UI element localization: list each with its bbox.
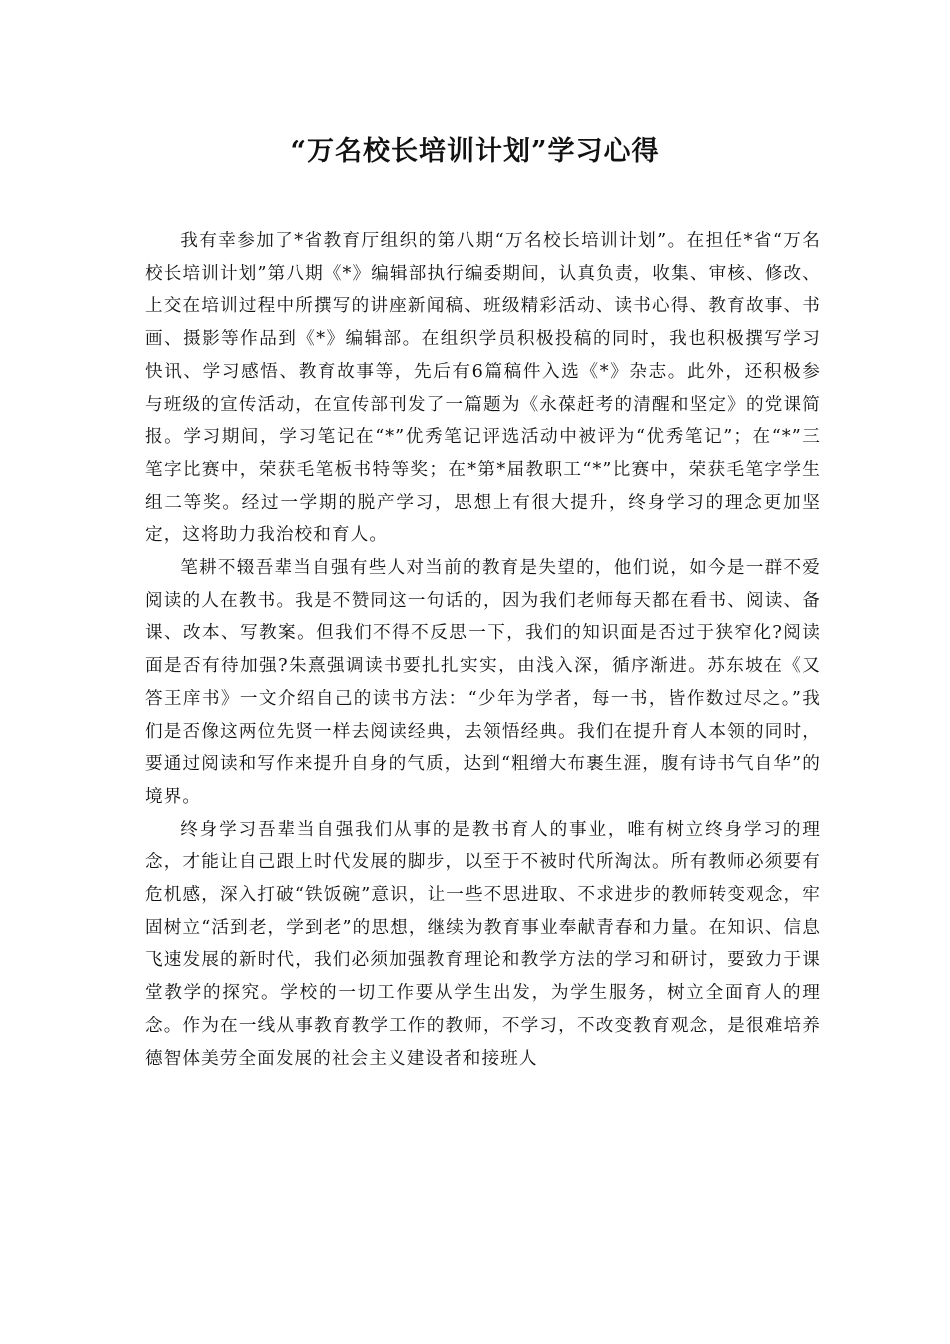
paragraph-2: 笔耕不辍吾辈当自强有些人对当前的教育是失望的，他们说，如今是一群不爱阅读的人在教书。我是不赞同这一句话的，因为我们老师每天都在看书、阅读、备课、改本、写教案。但我们不得不反思一下，我们的知识面是否过于狭窄化?阅读面是否有待加强?朱熹强调读书要扎扎实实，由浅入深，循序渐进。苏东坡在《又答王庠书》一文介绍自己的读书方法：“少年为学者，每一书，皆作数过尽之。”我们是否像这两位先贤一样去阅读经典，去领悟经典。我们在提升育人本领的同时，要通过阅读和写作来提升自身的气质，达到“粗缯大布裹生涯，腹有诗书气自华”的境界。 [145, 558, 821, 807]
document-title: “万名校长培训计划”学习心得 [290, 136, 660, 167]
document-body [145, 225, 821, 1075]
paragraph-1: 我有幸参加了*省教育厅组织的第八期“万名校长培训计划”。在担任*省“万名校长培训计划”第八期《*》编辑部执行编委期间，认真负责，收集、审核、修改、上交在培训过程中所撰写的讲座新闻稿、班级精彩活动、读书心得、教育故事、书画、摄影等作品到《*》编辑部。在组织学员积极投稿的同时，我也积极撰写学习快讯、学习感悟、教育故事等，先后有6篇稿件入选《*》杂志。此外，还积极参与班级的宣传活动，在宣传部刊发了一篇题为《永葆赶考的清醒和坚定》的党课简报。学习期间，学习笔记在“*”优秀笔记评选活动中被评为“优秀笔记”；在“*”三笔字比赛中，荣获毛笔板书特等奖；在*第*届教职工“*”比赛中，荣获毛笔字学生组二等奖。经过一学期的脱产学习，思想上有很大提升，终身学习的理念更加坚定，这将助力我治校和育人。 [145, 231, 821, 546]
paragraph-3: 终身学习吾辈当自强我们从事的是教书育人的事业，唯有树立终身学习的理念，才能让自己跟上时代发展的脚步，以至于不被时代所淘汰。所有教师必须要有危机感，深入打破“铁饭碗”意识，让一些不思进取、不求进步的教师转变观念，牢固树立“活到老，学到老”的思想，继续为教育事业奉献青春和力量。在知识、信息飞速发展的新时代，我们必须加强教育理论和教学方法的学习和研讨，要致力于课堂教学的探究。学校的一切工作要从学生出发，为学生服务，树立全面育人的理念。作为在一线从事教育教学工作的教师，不学习，不改变教育观念，是很难培养德智体美劳全面发展的社会主义建设者和接班人 [145, 819, 821, 1069]
